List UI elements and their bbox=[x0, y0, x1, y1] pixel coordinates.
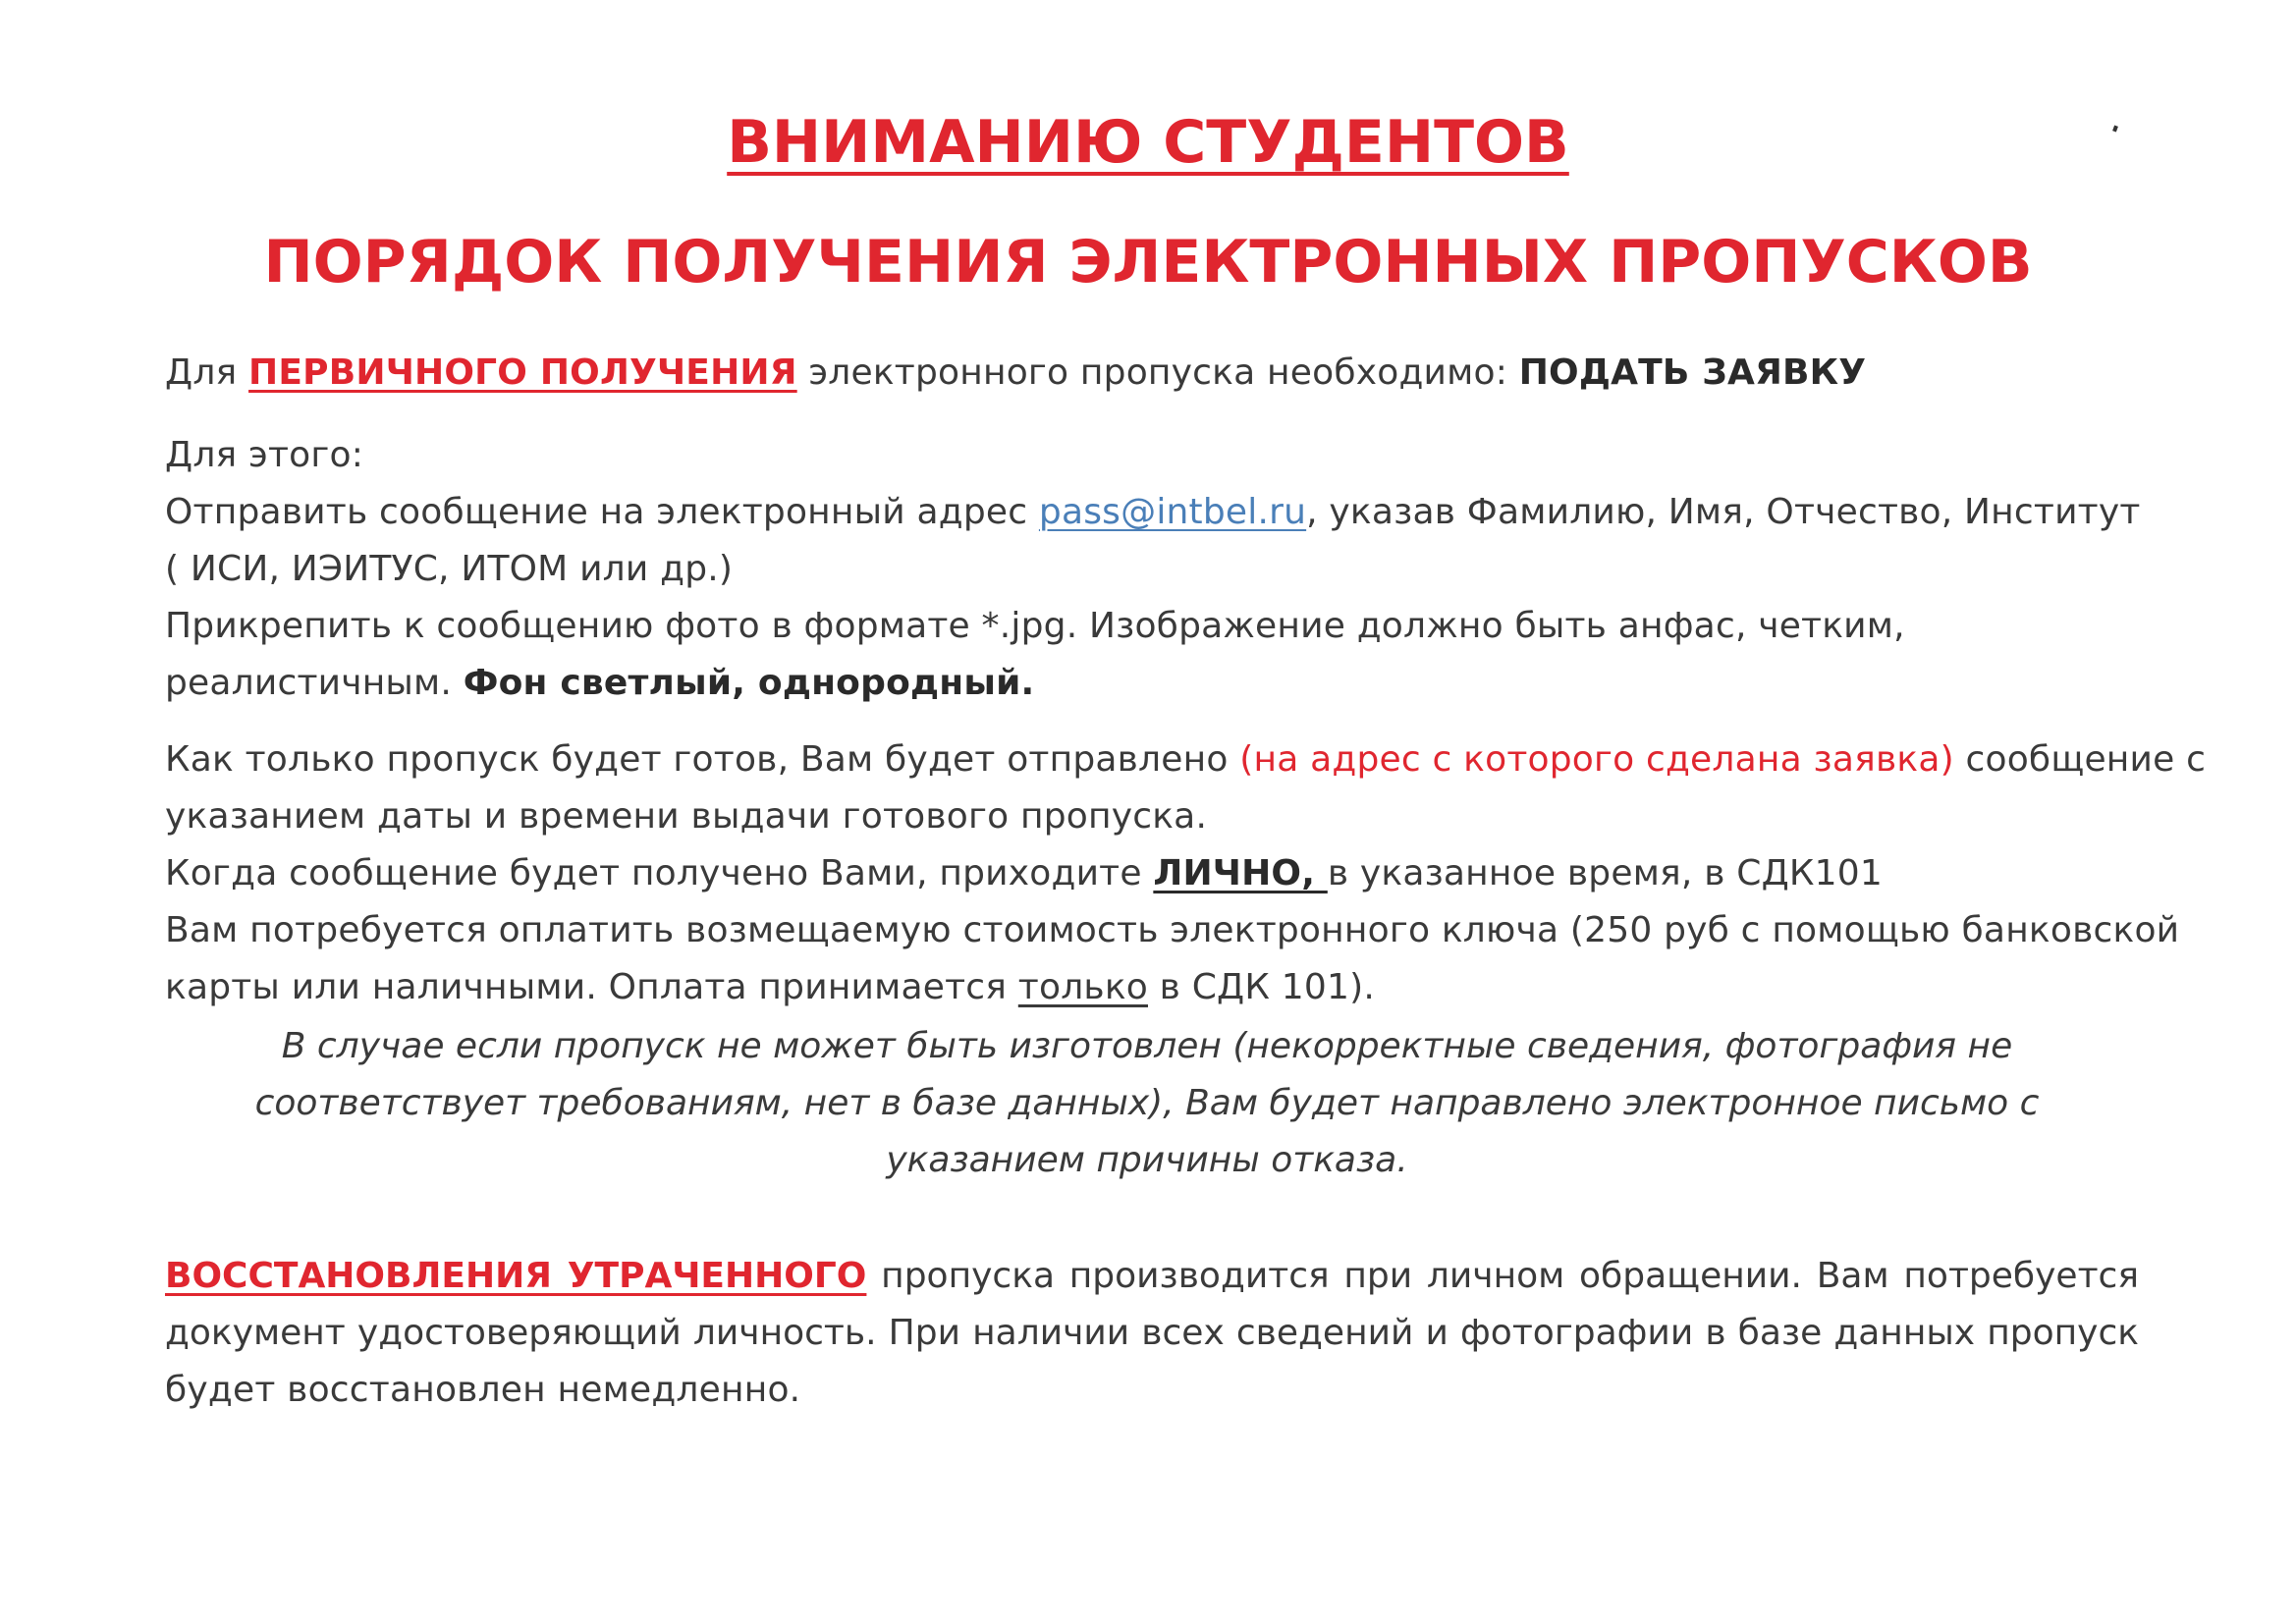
refusal-line-1: В случае если пропуск не может быть изготовлен (некорректные сведения, фотография не bbox=[281, 1026, 2013, 1066]
page-subtitle: ПОРЯДОК ПОЛУЧЕНИЯ ЭЛЕКТРОННЫХ ПРОПУСКОВ bbox=[263, 228, 2033, 297]
page-title: ВНИМАНИЮ СТУДЕНТОВ bbox=[727, 108, 1569, 177]
ready-line: Как только пропуск будет готов, Вам будет отправлено (на адрес с которого сделана заявка) сообщение с bbox=[165, 739, 2207, 780]
address-note: (на адрес с которого сделана заявка) bbox=[1239, 739, 1954, 780]
email-link[interactable]: pass@intbel.ru bbox=[1038, 492, 1307, 532]
send-email-line: Отправить сообщение на электронный адрес pass@intbel.ru, указав Фамилию, Имя, Отчество, Институт bbox=[165, 492, 2141, 532]
ready-line-2: указанием даты и времени выдачи готового пропуска. bbox=[165, 796, 1208, 837]
only-text: только bbox=[1017, 967, 1148, 1007]
personally-text: ЛИЧНО, bbox=[1153, 853, 1328, 893]
institutes-line: ( ИСИ, ИЭИТУС, ИТОМ или др.) bbox=[165, 549, 734, 589]
submit-request-text: ПОДАТЬ ЗАЯВКУ bbox=[1518, 352, 1867, 393]
refusal-line-2: соответствует требованиям, нет в базе данных), Вам будет направлено электронное письмо с bbox=[254, 1083, 2040, 1123]
restore-line-2: документ удостоверяющий личность. При наличии всех сведений и фотографии в базе данных пропуск bbox=[165, 1313, 2139, 1353]
first-issue-line: Для ПЕРВИЧНОГО ПОЛУЧЕНИЯ электронного пропуска необходимо: ПОДАТЬ ЗАЯВКУ bbox=[165, 352, 1867, 393]
restore-line-1: ВОССТАНОВЛЕНИЯ УТРАЧЕННОГО пропуска производится при личном обращении. Вам потребуется bbox=[165, 1256, 2139, 1296]
payment-line-2: карты или наличными. Оплата принимается только в СДК 101). bbox=[165, 967, 1375, 1007]
restore-line-3: будет восстановлен немедленно. bbox=[165, 1370, 801, 1410]
photo-line: Прикрепить к сообщению фото в формате *.jpg. Изображение должно быть анфас, четким, bbox=[165, 606, 1905, 646]
photo-requirements-line: реалистичным. Фон светлый, однородный. bbox=[165, 663, 1035, 703]
first-issue-highlight: ПЕРВИЧНОГО ПОЛУЧЕНИЯ bbox=[248, 352, 797, 393]
refusal-line-3: указанием причины отказа. bbox=[886, 1140, 1408, 1180]
payment-line-1: Вам потребуется оплатить возмещаемую стоимость электронного ключа (250 руб с помощью банковской bbox=[165, 910, 2180, 950]
intro-line: Для этого: bbox=[165, 435, 364, 475]
come-personally-line: Когда сообщение будет получено Вами, приходите ЛИЧНО, в указанное время, в СДК101 bbox=[165, 853, 1883, 893]
restore-highlight: ВОССТАНОВЛЕНИЯ УТРАЧЕННОГО bbox=[165, 1256, 867, 1296]
background-requirement: Фон светлый, однородный. bbox=[463, 663, 1035, 703]
